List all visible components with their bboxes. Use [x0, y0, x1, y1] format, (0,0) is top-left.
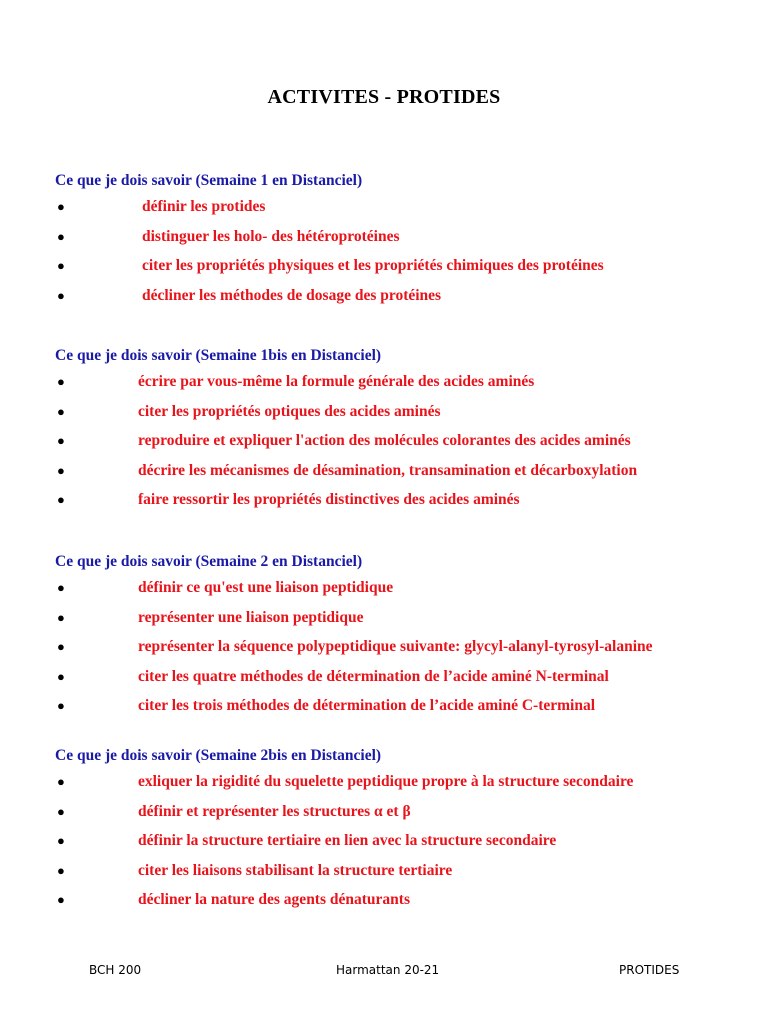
- list-item: [55, 573, 745, 603]
- list-item: [55, 485, 745, 515]
- list-item: [55, 885, 745, 915]
- item-text: définir ce qu'est une liaison peptidique: [138, 579, 394, 596]
- list-item: [55, 826, 745, 856]
- bullet-icon: ●: [57, 258, 65, 273]
- bullet-icon: ●: [57, 374, 65, 389]
- bullet-icon: ●: [57, 433, 65, 448]
- bullet-icon: ●: [57, 892, 65, 907]
- list-item: [55, 192, 745, 222]
- bullet-icon: ●: [57, 833, 65, 848]
- list-item: [55, 281, 745, 311]
- bullet-icon: ●: [57, 580, 65, 595]
- list-item: [55, 856, 745, 886]
- footer-subject: PROTIDES: [619, 963, 680, 977]
- section-semaine-1bis: [55, 345, 745, 515]
- bullet-icon: ●: [57, 803, 65, 819]
- bullet-icon: ●: [57, 862, 65, 878]
- item-text: décliner la nature des agents dénaturants: [138, 891, 410, 908]
- section-semaine-2: [55, 551, 745, 721]
- item-text: distinguer les holo- des hétéroprotéines: [142, 227, 400, 245]
- list-item: [55, 251, 745, 281]
- bullet-icon: ●: [57, 462, 65, 478]
- list-item: [55, 797, 745, 827]
- bullet-icon: ●: [57, 228, 65, 244]
- bullet-icon: ●: [57, 639, 65, 654]
- list-item: [55, 367, 745, 397]
- item-text: citer les quatre méthodes de détermination de l’acide aminé N-terminal: [138, 667, 609, 685]
- item-text: décrire les mécanismes de désamination, transamination et décarboxylation: [138, 461, 638, 479]
- item-text: exliquer la rigidité du squelette peptidique propre à la structure secondaire: [138, 773, 634, 790]
- section-heading: Ce que je dois savoir (Semaine 2bis en Distanciel): [55, 747, 382, 764]
- bullet-icon: ●: [57, 403, 65, 419]
- section-semaine-2bis: [55, 745, 745, 915]
- list-item: [55, 632, 745, 662]
- section-heading: Ce que je dois savoir (Semaine 2 en Distanciel): [55, 553, 363, 570]
- bullet-icon: ●: [57, 287, 65, 303]
- item-text: reproduire et expliquer l'action des molécules colorantes des acides aminés: [138, 432, 631, 449]
- footer-term: Harmattan 20-21: [336, 963, 440, 977]
- item-text: écrire par vous-même la formule générale des acides aminés: [138, 373, 535, 390]
- list-item: [55, 603, 745, 633]
- item-text: représenter une liaison peptidique: [138, 608, 364, 626]
- item-text: faire ressortir les propriétés distinctives des acides aminés: [138, 491, 520, 508]
- item-text: décliner les méthodes de dosage des protéines: [142, 286, 442, 304]
- bullet-icon: ●: [57, 668, 65, 684]
- section-semaine-1: [55, 170, 745, 310]
- page-title: ACTIVITES - PROTIDES: [267, 86, 501, 108]
- item-text: définir la structure tertiaire en lien avec la structure secondaire: [138, 832, 557, 849]
- list-item: [55, 456, 745, 486]
- item-text: citer les liaisons stabilisant la structure tertiaire: [138, 861, 453, 879]
- list-item: [55, 662, 745, 692]
- list-item: [55, 767, 745, 797]
- item-text: représenter la séquence polypeptidique suivante: glycyl-alanyl-tyrosyl-alanine: [138, 638, 653, 655]
- bullet-icon: ●: [57, 698, 65, 713]
- section-heading: Ce que je dois savoir (Semaine 1bis en Distanciel): [55, 347, 382, 364]
- bullet-icon: ●: [57, 199, 65, 214]
- item-text: définir et représenter les structures α et β: [138, 802, 411, 820]
- bullet-icon: ●: [57, 609, 65, 625]
- item-text: citer les propriétés optiques des acides aminés: [138, 402, 441, 420]
- list-item: [55, 397, 745, 427]
- footer-course-code: BCH 200: [89, 963, 142, 977]
- bullet-icon: ●: [57, 774, 65, 789]
- list-item: [55, 426, 745, 456]
- list-item: [55, 222, 745, 252]
- section-heading: Ce que je dois savoir (Semaine 1 en Distanciel): [55, 172, 363, 189]
- item-text: définir les protides: [142, 198, 266, 215]
- list-item: [55, 691, 745, 721]
- bullet-icon: ●: [57, 492, 65, 507]
- item-text: citer les trois méthodes de détermination de l’acide aminé C-terminal: [138, 697, 596, 714]
- item-text: citer les propriétés physiques et les propriétés chimiques des protéines: [142, 257, 604, 274]
